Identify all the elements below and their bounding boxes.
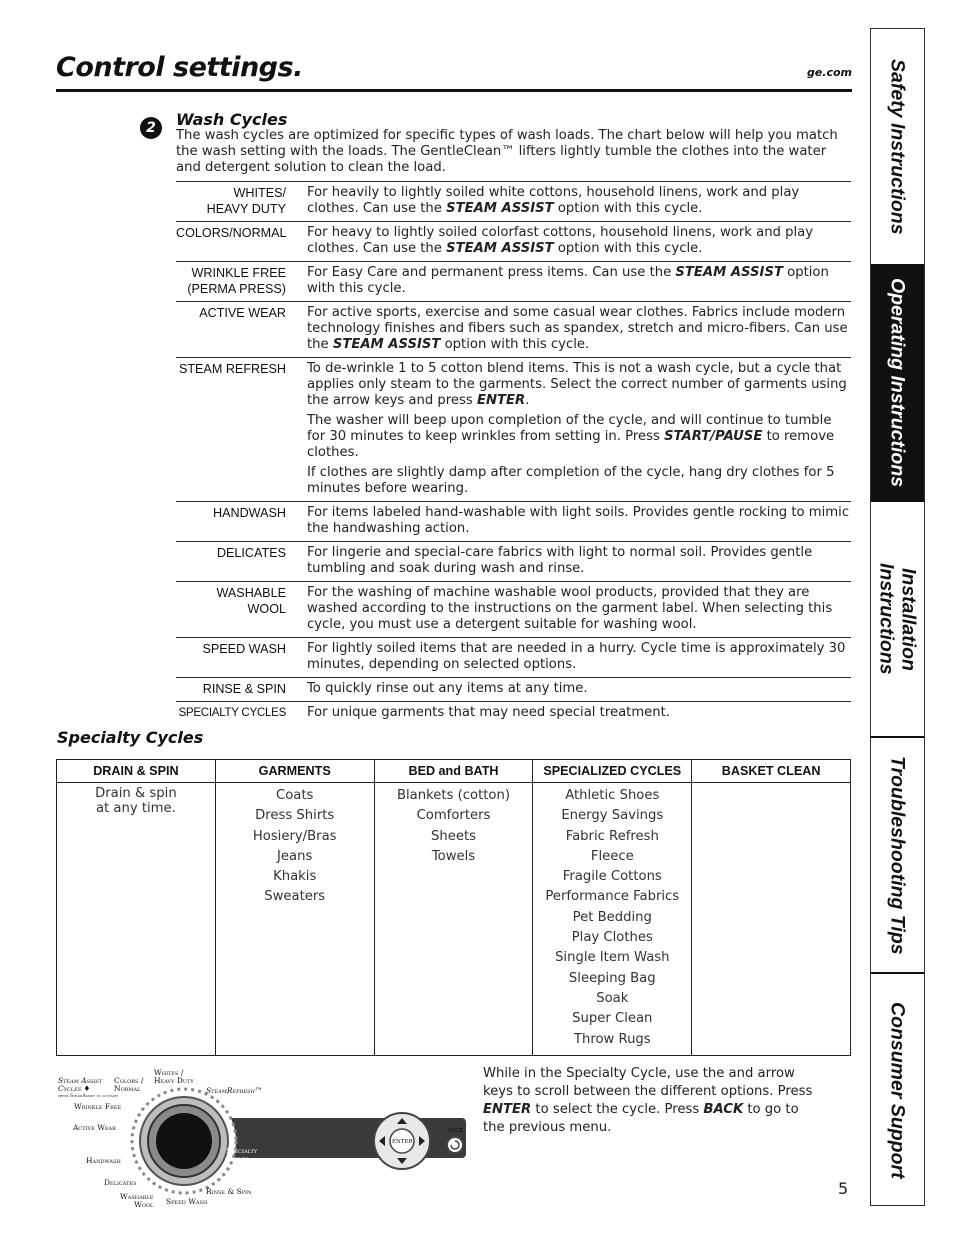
label-active-wear: Active Wear (73, 1123, 116, 1132)
specialty-column-header: BASKET CLEAN (692, 760, 851, 783)
specialty-list-item: Dress Shirts (255, 808, 335, 824)
emphasis-text: STEAM ASSIST (675, 265, 783, 280)
side-tab[interactable] (871, 265, 924, 501)
specialty-list-item: Sweaters (264, 889, 326, 905)
text-run: to select the cycle. Press (531, 1102, 704, 1117)
specialty-list-item: Throw Rugs (573, 1031, 651, 1047)
section-heading: Wash Cycles (176, 110, 288, 129)
specialty-list-item: Athletic Shoes (565, 788, 660, 803)
cycle-description-paragraph (307, 545, 851, 577)
label-whites-heavy-duty: Whites / Heavy Duty (154, 1068, 194, 1085)
cycle-row (176, 678, 851, 702)
cycle-description-paragraph (307, 305, 851, 353)
specialty-list-item: Jeans (277, 848, 313, 864)
side-tab-divider (871, 264, 924, 266)
specialty-list-item: Comforters (416, 808, 491, 824)
specialty-body-row (57, 783, 851, 1056)
specialty-column-cell (215, 783, 374, 1056)
cycle-row (176, 222, 851, 262)
specialty-column-header: DRAIN & SPIN (57, 760, 216, 783)
cycle-description-paragraph (307, 413, 851, 461)
label-speed-wash: Speed Wash (166, 1197, 208, 1206)
specialty-list-item: Khakis (273, 869, 317, 885)
wash-cycles-table (176, 181, 851, 725)
side-tab-label: Consumer Support (886, 1001, 909, 1179)
text-run: option with this cycle. (553, 201, 703, 216)
cycle-description (286, 585, 851, 633)
side-tab[interactable] (871, 29, 924, 265)
text-run: While in the Specialty Cycle, use the and arrow keys to scroll between the different options. Press (483, 1066, 813, 1099)
text-run: For lightly soiled items that are needed in a hurry. Cycle time is approximately 30 minutes, depending on selected options. (307, 641, 846, 672)
cycle-name: WRINKLE FREE (PERMA PRESS) (187, 266, 286, 296)
specialty-column-cell (374, 783, 533, 1056)
emphasis-text: ENTER (476, 393, 526, 408)
specialty-list-item: Towels (431, 848, 476, 864)
side-tab-label: Troubleshooting Tips (886, 755, 909, 955)
specialty-heading: Specialty Cycles (57, 728, 204, 747)
text-run: To de-wrinkle 1 to 5 cotton blend items. This is not a wash cycle, but a cycle that applies only steam to the garments. Select the correct number of garments using the arrow keys and press (307, 361, 847, 408)
cycle-name: COLORS/NORMAL (176, 226, 287, 240)
specialty-list-item: Fabric Refresh (565, 828, 659, 844)
specialty-column-header: SPECIALIZED CYCLES (533, 760, 692, 783)
cycle-description (286, 361, 851, 497)
cycle-description-paragraph (307, 505, 851, 537)
specialty-header-row (57, 760, 851, 783)
specialty-column-cell (57, 783, 216, 1056)
label-delicates: Delicates (104, 1178, 137, 1187)
specialty-list-item: Blankets (cotton) (396, 788, 511, 803)
side-tab-label: Safety Instructions (886, 59, 909, 235)
cycle-name: STEAM REFRESH (178, 362, 286, 376)
cycle-description (286, 225, 851, 257)
cycle-dial-knob[interactable] (156, 1113, 212, 1169)
side-tab[interactable] (871, 973, 924, 1207)
label-handwash: Handwash (86, 1156, 121, 1165)
cycle-row (176, 542, 851, 582)
side-tab[interactable] (871, 501, 924, 737)
cycle-description (286, 641, 851, 673)
text-run: to remove clothes. (307, 429, 835, 460)
specialty-list-item: Single Item Wash (555, 950, 670, 966)
side-tab-divider (871, 500, 924, 502)
specialty-list-item: Drain & spin at any time. (95, 786, 177, 816)
text-run: option with this cycle. (553, 241, 703, 256)
side-tab-label: Installation Instructions (875, 563, 920, 675)
cycle-row (176, 502, 851, 542)
text-run: The washer will beep upon completion of the cycle, and will continue to tumble for 30 minutes to keep wrinkles from setting in. Press (307, 413, 832, 444)
cycle-description (286, 505, 851, 537)
cycle-name: ACTIVE WEAR (199, 306, 286, 320)
text-run: option with this cycle. (440, 337, 590, 352)
cycle-row (176, 702, 851, 725)
specialty-column-cell (533, 783, 692, 1056)
emphasis-text: STEAM ASSIST (446, 201, 554, 216)
page-title: Control settings. (56, 52, 303, 83)
specialty-column-header: GARMENTS (215, 760, 374, 783)
emphasis-text: STEAM ASSIST (446, 241, 554, 256)
text-run: For active sports, exercise and some casual wear clothes. Fabrics include modern technology finishes and fibers such as spandex, stretch and micro-fibers. Can use the (307, 305, 848, 352)
label-steam-refresh: SteamRefresh™ (206, 1086, 263, 1095)
control-panel-illustration (56, 1065, 476, 1213)
enter-key-label: ENTER (392, 1139, 413, 1145)
specialty-list-item: Sheets (430, 828, 476, 844)
specialty-list-item: Super Clean (572, 1011, 653, 1027)
back-key-label: BACK (447, 1128, 464, 1134)
text-run: To quickly rinse out any items at any time. (307, 681, 588, 696)
cycle-description-paragraph (307, 185, 851, 217)
cycle-description-paragraph (307, 265, 851, 297)
side-navigation (870, 28, 925, 1206)
specialty-list-item: Pet Bedding (572, 909, 652, 925)
text-run: For heavy to lightly soiled colorfast cottons, household linens, work and play clothes. Can use the (307, 225, 814, 256)
label-washable-wool: Washable Wool (120, 1192, 154, 1209)
panel-display-text: Specialty Cycles (226, 1146, 258, 1163)
cycle-row (176, 638, 851, 678)
back-button[interactable] (447, 1137, 463, 1153)
side-tab-divider (871, 972, 924, 974)
cycle-name: SPECIALTY CYCLES (178, 706, 286, 719)
cycle-description (286, 545, 851, 577)
specialty-list-item: Performance Fabrics (545, 889, 680, 905)
specialty-column-cell (692, 783, 851, 1056)
specialty-list-item: Soak (596, 990, 629, 1006)
text-run: option with this cycle. (307, 265, 829, 296)
cycle-row (176, 358, 851, 502)
text-run: For items labeled hand-washable with light soils. Provides gentle rocking to mimic the handwashing action. (307, 505, 850, 536)
label-steam-assist-sub: press SteamAssist to activate (58, 1094, 119, 1099)
panel-instructions (483, 1065, 823, 1137)
specialty-list-item: Play Clothes (571, 930, 653, 946)
side-tab[interactable] (871, 737, 924, 973)
page-number: 5 (838, 1179, 849, 1198)
emphasis-text: STEAM ASSIST (332, 337, 441, 352)
text-run: For unique garments that may need special treatment. (307, 705, 671, 720)
specialty-list-item: Hosiery/Bras (252, 828, 337, 844)
cycle-row (176, 582, 851, 638)
cycle-name: WHITES/ HEAVY DUTY (206, 186, 286, 216)
cycle-name: WASHABLE WOOL (216, 586, 286, 616)
cycle-description-paragraph (307, 641, 851, 673)
label-steam-assist: Steam Assist Cycles ♦ (58, 1076, 103, 1093)
section-intro: The wash cycles are optimized for specific types of wash loads. The chart below will help you match the wash setting with the loads. The GentleClean™ lifters lightly tumble the clothes into the water and detergent solution to clean the load. (176, 128, 838, 175)
specialty-column-header: BED and BATH (374, 760, 533, 783)
text-run: For Easy Care and permanent press items. Can use the (307, 265, 676, 280)
cycle-description (286, 265, 851, 297)
label-colors-normal: Colors / Normal (114, 1076, 144, 1093)
cycle-description-paragraph (307, 705, 851, 721)
cycle-row (176, 262, 851, 302)
cycle-description-paragraph (307, 225, 851, 257)
cycle-description-paragraph (307, 585, 851, 633)
emphasis-text: BACK (703, 1102, 744, 1117)
emphasis-text: ENTER (483, 1102, 532, 1117)
cycle-description-paragraph (307, 681, 851, 697)
cycle-description (286, 705, 851, 721)
text-run: For the washing of machine washable wool products, provided that they are washed according to the instructions on the garment label. When selecting this cycle, you must use a detergent suitable for washing wool. (307, 585, 833, 632)
cycle-description (286, 185, 851, 217)
cycle-row (176, 182, 851, 222)
side-tab-divider (871, 736, 924, 738)
emphasis-text: START/PAUSE (664, 429, 763, 444)
cycle-description-paragraph (307, 465, 851, 497)
label-wrinkle-free: Wrinkle Free (74, 1102, 122, 1111)
cycle-name: HANDWASH (213, 506, 286, 520)
cycle-description (286, 681, 851, 697)
side-tab-label: Operating Instructions (886, 278, 909, 488)
specialty-list-item: Fleece (590, 848, 634, 864)
text-run: . (525, 393, 530, 408)
text-run: to go to the previous menu. (483, 1102, 799, 1135)
specialty-list-item: Coats (275, 788, 314, 803)
title-rule (56, 89, 852, 92)
text-run: For lingerie and special-care fabrics with light to normal soil. Provides gentle tumbling and soak during wash and rinse. (307, 545, 813, 576)
cycle-name: SPEED WASH (202, 642, 286, 656)
cycle-name: RINSE & SPIN (202, 682, 286, 696)
cycle-description-paragraph (307, 361, 851, 409)
specialty-list-item: Fragile Cottons (562, 869, 662, 885)
cycle-description (286, 305, 851, 353)
text-run: For heavily to lightly soiled white cottons, household linens, work and play clothes. Can use the (307, 185, 800, 216)
label-rinse-spin: Rinse & Spin (206, 1187, 252, 1196)
step-number-badge: 2 (140, 117, 162, 139)
cycle-row (176, 302, 851, 358)
site-url[interactable]: ge.com (806, 66, 852, 79)
specialty-cycles-table (56, 759, 851, 1056)
specialty-list-item: Sleeping Bag (568, 970, 656, 986)
specialty-list-item: Energy Savings (561, 808, 664, 824)
cycle-name: DELICATES (216, 546, 286, 560)
text-run: If clothes are slightly damp after completion of the cycle, hang dry clothes for 5 minutes before wearing. (307, 465, 835, 496)
